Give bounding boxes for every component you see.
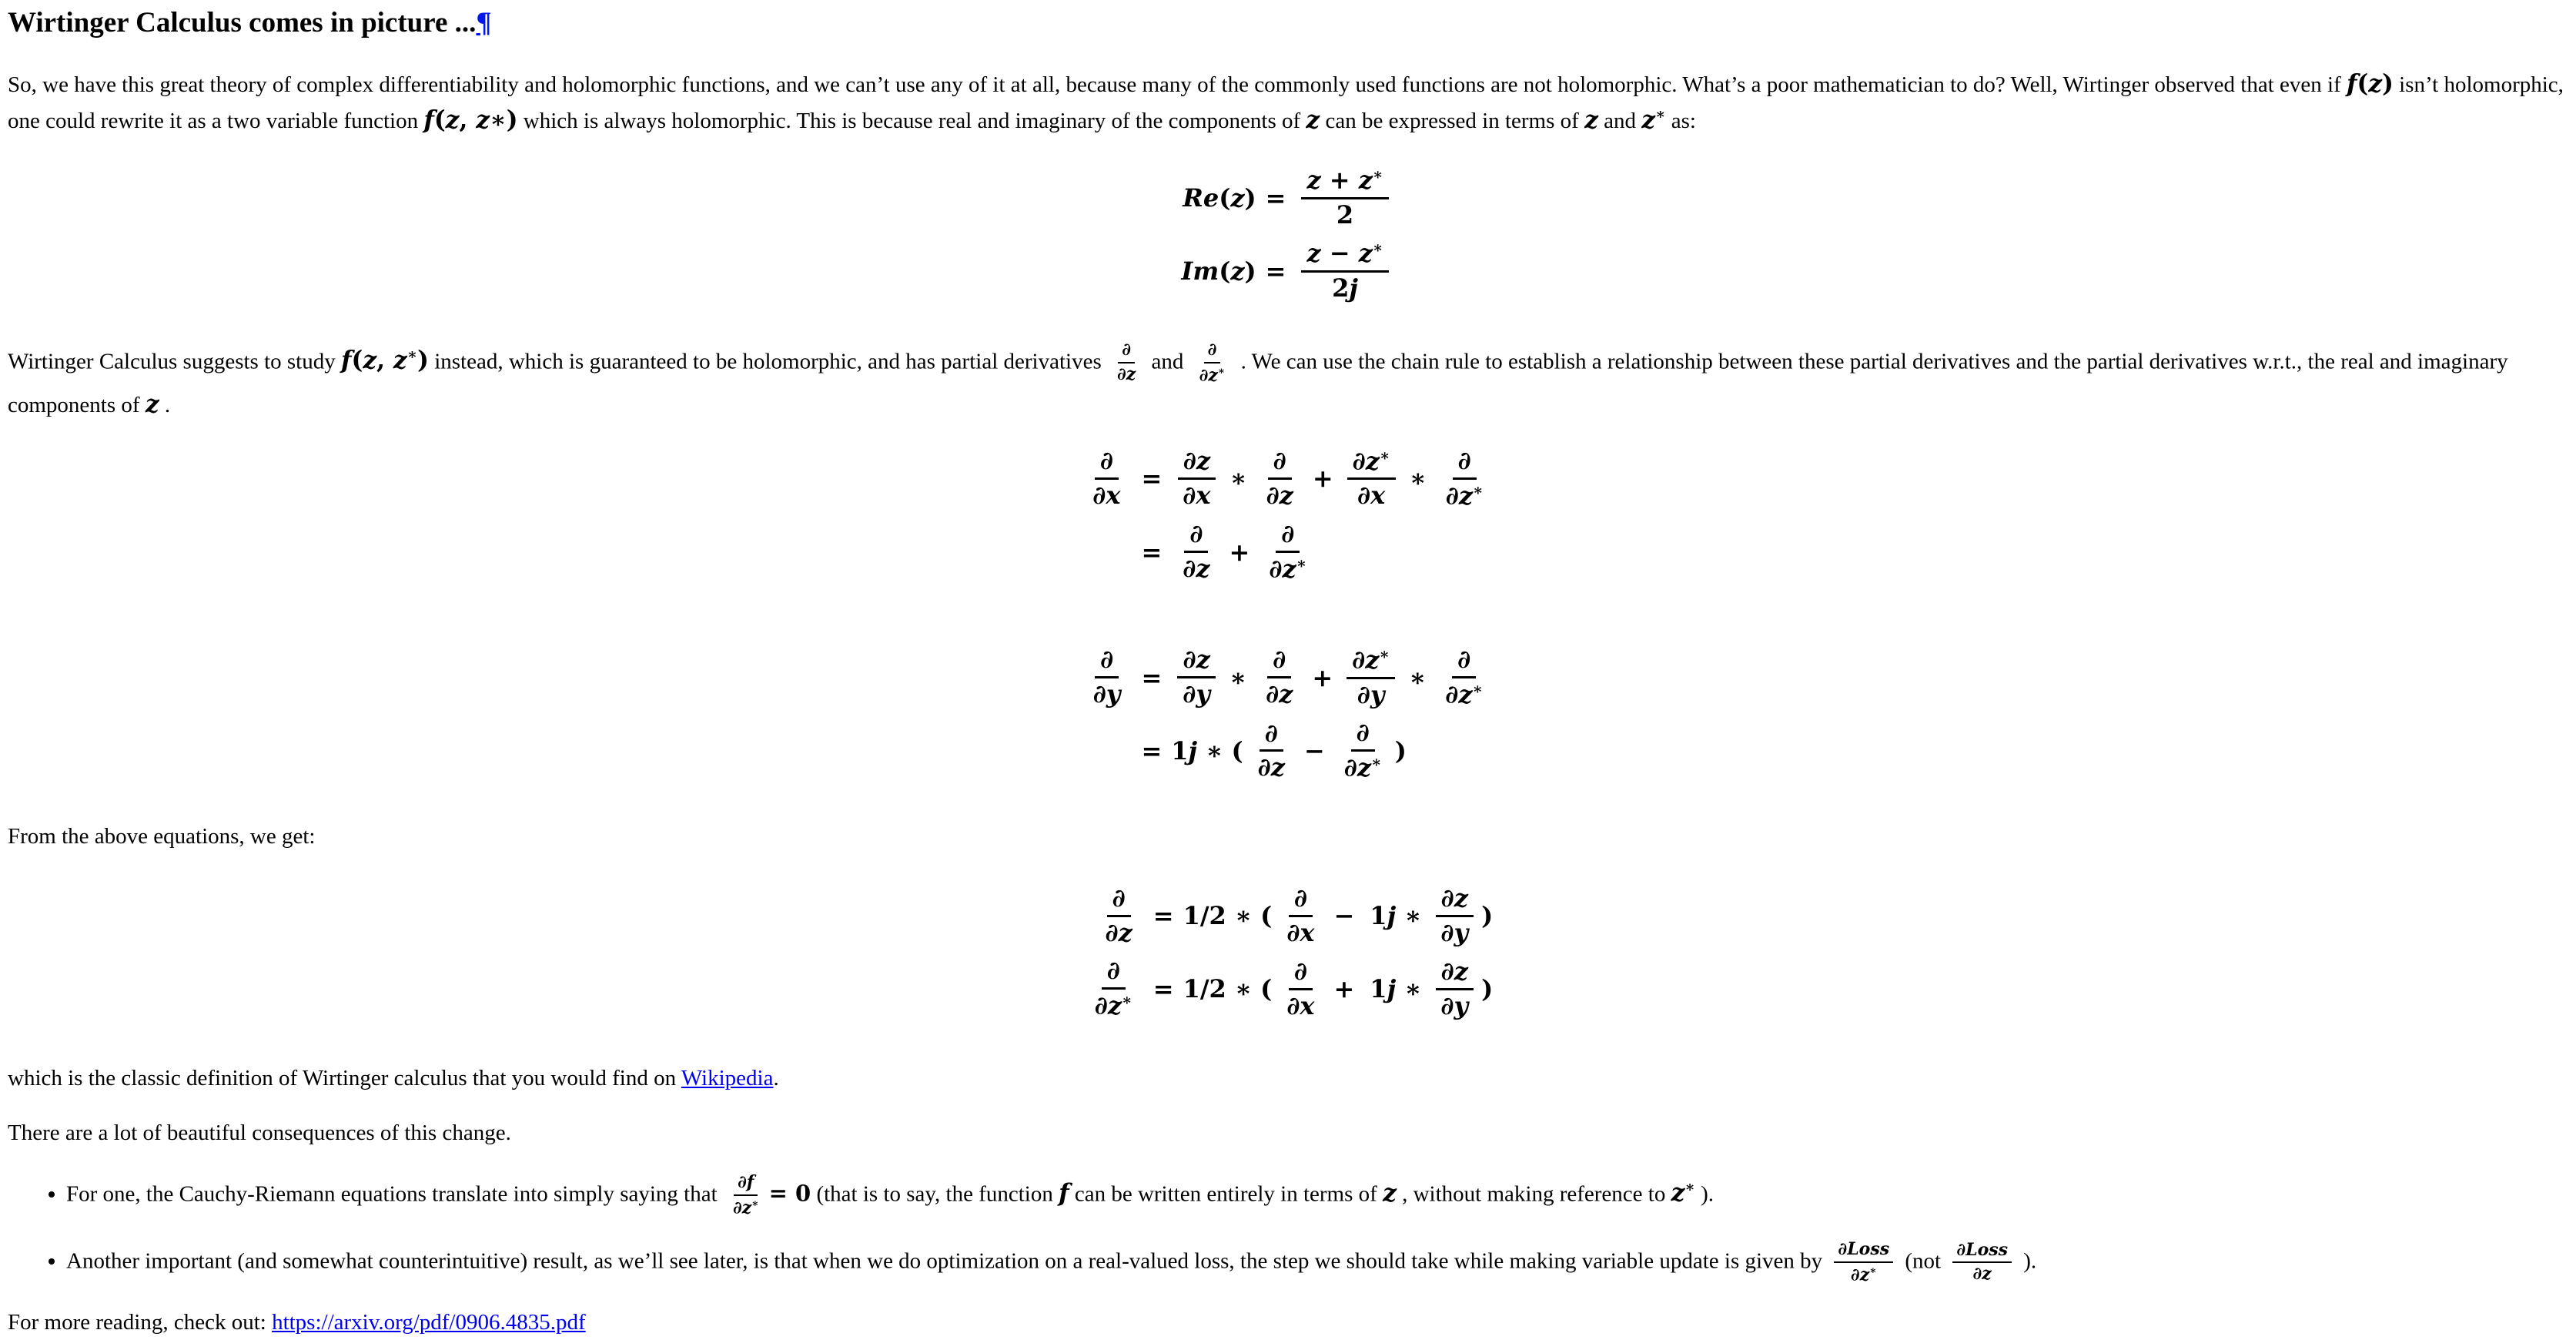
inline-math-z: z (1584, 106, 1598, 135)
fraction (1177, 645, 1216, 710)
p2-text-3: and (1146, 348, 1189, 374)
from-line-text: From the above equations, we get: (8, 824, 316, 849)
equation-rhs (1256, 165, 1395, 230)
fraction (1440, 446, 1489, 511)
fraction-denominator: 2j (1332, 273, 1358, 303)
fraction-denominator: ∂x (1286, 917, 1315, 947)
fraction-numerator: ∂ (1267, 645, 1291, 678)
arxiv-link[interactable]: https://arxiv.org/pdf/0906.4835.pdf (272, 1310, 586, 1335)
equals-zero: = 0 (768, 1179, 811, 1206)
fraction-denominator: ∂z∗ (1094, 990, 1132, 1020)
equation-rhs (1132, 718, 1406, 783)
p2-text-2: instead, which is guaranteed to be holomorphic, and has partial derivatives (428, 348, 1107, 374)
fraction-denominator: ∂x (1183, 480, 1211, 510)
fraction-numerator: z − z∗ (1301, 238, 1388, 272)
equation-rhs (1132, 645, 1494, 710)
coefficient-open-paren: 1j ∗ ( (1171, 735, 1243, 765)
half-coefficient-open-paren: 1/2 ∗ ( (1183, 974, 1273, 1004)
fraction-numerator: ∂Loss (1834, 1239, 1893, 1263)
fraction-numerator: ∂ (1184, 519, 1208, 553)
ast-operator: ∗ (1409, 464, 1427, 494)
p2-text-5: . (159, 392, 171, 417)
equation-block-ddy (8, 645, 2568, 783)
inline-math-z: z (145, 390, 159, 418)
plus-operator: + (1333, 974, 1355, 1004)
plus-operator: + (1312, 464, 1333, 494)
paragraph-classic-definition (8, 1062, 2568, 1096)
intro-text-6: as: (1665, 109, 1696, 134)
equals-sign: = (1265, 256, 1286, 286)
consequences-list (8, 1172, 2568, 1286)
fraction-denominator: ∂z∗ (1850, 1264, 1877, 1285)
fraction (1347, 645, 1395, 710)
fraction-numerator: ∂ (1118, 340, 1135, 363)
fraction-numerator: ∂ (1260, 719, 1283, 752)
b2-text-2: (not (1899, 1248, 1947, 1274)
fraction-denominator: ∂z (1105, 917, 1132, 947)
fraction (1440, 645, 1488, 710)
fraction-numerator: ∂ (1289, 883, 1313, 917)
inline-math-fz: f(z) (2346, 70, 2394, 99)
b2-text-3: ). (2018, 1248, 2037, 1274)
inline-fraction-dloss-dzstar (1834, 1239, 1893, 1286)
fraction-denominator: ∂z∗ (1199, 364, 1226, 385)
fraction-denominator: 2 (1336, 199, 1354, 229)
ast-operator: ∗ (1409, 662, 1427, 692)
fraction-denominator: ∂z∗ (1445, 480, 1484, 511)
paragraph-intro (8, 66, 2568, 139)
math-re-z: Re(z) (1183, 183, 1256, 213)
equation-block-wirtinger (8, 883, 2568, 1022)
fraction-denominator: ∂z∗ (1343, 752, 1382, 782)
fraction (1177, 519, 1215, 585)
imaginary-coefficient: 1j ∗ (1370, 974, 1422, 1004)
fraction-denominator: ∂z (1117, 364, 1136, 385)
fraction (1435, 956, 1474, 1022)
fraction (1253, 719, 1290, 784)
equals-sign: = (1141, 464, 1163, 494)
paragraph-wirtinger-suggests (8, 340, 2568, 423)
fraction (1089, 956, 1138, 1021)
wikipedia-link[interactable]: Wikipedia (681, 1065, 774, 1090)
fraction-denominator: ∂z∗ (1445, 678, 1484, 709)
ast-operator: ∗ (1229, 464, 1247, 494)
fraction (1347, 446, 1396, 511)
fraction-numerator: ∂f (734, 1172, 758, 1196)
classic-text-2: . (773, 1065, 779, 1090)
fraction (1301, 238, 1388, 303)
equation-lhs (1081, 446, 1132, 511)
fraction-numerator: ∂ (1276, 519, 1300, 553)
p2-text-1: Wirtinger Calculus suggests to study (8, 348, 341, 374)
equals-sign: = (1141, 537, 1163, 567)
fraction-numerator: ∂z (1436, 883, 1474, 917)
b1-text-1: For one, the Cauchy-Riemann equations translate into simply saying that (66, 1181, 723, 1206)
fraction-numerator: ∂z∗ (1347, 645, 1395, 678)
half-coefficient-open-paren: 1/2 ∗ ( (1183, 901, 1273, 931)
fraction-numerator: ∂ (1095, 645, 1119, 678)
fraction (1099, 883, 1137, 949)
close-paren: ) (1481, 901, 1494, 931)
list-item-optimization (66, 1239, 2568, 1286)
b1-text-5: ). (1694, 1181, 1714, 1206)
fraction (1087, 446, 1126, 511)
b2-text-1: Another important (and somewhat counterintuitive) result, as we’ll see later, is that when we do optimization on a real-valued loss, the step we should take while making variable update is given by (66, 1248, 1828, 1274)
fraction-numerator: ∂Loss (1952, 1240, 2012, 1264)
minus-operator: − (1333, 901, 1355, 931)
close-paren: ) (1394, 735, 1407, 765)
fraction-denominator: ∂y (1440, 917, 1469, 947)
fraction-numerator: ∂z (1436, 956, 1474, 990)
equation-block-ddx (8, 446, 2568, 585)
equals-sign: = (1153, 974, 1174, 1004)
fraction-numerator: ∂ (1289, 956, 1313, 990)
equals-sign: = (1153, 901, 1174, 931)
equals-sign: = (1265, 183, 1286, 213)
fraction-numerator: ∂z (1177, 645, 1215, 678)
equation-block-re-im (8, 165, 2568, 303)
equation-rhs (1132, 519, 1318, 585)
fraction-denominator: ∂z∗ (1269, 553, 1307, 584)
fraction-numerator: ∂z (1178, 446, 1216, 480)
page-title (8, 6, 2568, 40)
fraction-denominator: ∂y (1357, 679, 1385, 709)
list-item-cauchy-riemann (66, 1172, 2568, 1219)
inline-fraction-dzstar (1196, 340, 1229, 387)
equation-lhs (1183, 179, 1256, 216)
equals-sign: = (1141, 735, 1163, 765)
fraction-numerator: ∂ (1268, 446, 1292, 480)
fraction (1281, 883, 1320, 949)
page-title-text: Wirtinger Calculus comes in picture ... (8, 7, 477, 39)
intro-text-3: which is always holomorphic. This is because real and imaginary of the components of (517, 109, 1306, 134)
fraction-denominator: ∂x (1286, 990, 1315, 1020)
minus-operator: − (1303, 735, 1325, 765)
math-im-z: Im(z) (1181, 256, 1256, 286)
fraction (1281, 956, 1320, 1022)
footer-text: For more reading, check out: (8, 1310, 273, 1335)
fraction (1263, 519, 1312, 585)
p2-text-4: . We can use the chain rule to establish a relationship between these partial derivatives and the partial derivatives w.r.t., the real and imaginary components of (8, 348, 2508, 417)
inline-math-z: z (1306, 106, 1320, 135)
fraction-denominator: ∂y (1440, 990, 1469, 1020)
fraction-numerator: ∂ (1102, 956, 1126, 990)
fraction-denominator: ∂y (1183, 679, 1210, 709)
consequences-text: There are a lot of beautiful consequences of this change. (8, 1121, 511, 1146)
fraction-denominator: ∂x (1092, 480, 1121, 510)
fraction (1260, 645, 1298, 710)
inline-math-z: z (1383, 1178, 1397, 1207)
equation-lhs (1181, 253, 1256, 290)
inline-math-fzzstar: f(z, z∗) (341, 345, 429, 374)
fraction-denominator: ∂z (1972, 1264, 1992, 1285)
b1-text-2: (that is to say, the function (811, 1181, 1059, 1206)
fraction (1177, 446, 1216, 511)
inline-math-zconj: z∗ (1671, 1178, 1695, 1207)
fraction (1301, 165, 1388, 230)
inline-math-fzzstar: f(z, z∗) (423, 106, 518, 135)
fraction-numerator: z + z∗ (1301, 165, 1388, 199)
fraction-numerator: ∂ (1452, 645, 1476, 678)
headerlink-anchor[interactable]: ¶ (476, 7, 492, 39)
b1-text-4: , without making reference to (1396, 1181, 1671, 1206)
inline-fraction-dz (1113, 340, 1139, 386)
fraction-denominator: ∂z (1266, 480, 1293, 510)
intro-text-5: and (1597, 109, 1642, 134)
fraction-numerator: ∂ (1095, 446, 1119, 480)
equation-rhs (1132, 446, 1494, 511)
inline-fraction-df-dzstar (729, 1172, 763, 1219)
inline-math-f: f (1059, 1178, 1069, 1207)
imaginary-coefficient: 1j ∗ (1370, 901, 1422, 931)
equals-sign: = (1141, 662, 1163, 692)
intro-text-2: isn’t holomorphic, one could rewrite it as a two variable function (8, 72, 2564, 134)
paragraph-from-equations (8, 820, 2568, 854)
fraction-denominator: ∂z (1257, 752, 1285, 782)
fraction-denominator: ∂z (1183, 554, 1210, 584)
fraction-denominator: ∂z∗ (732, 1197, 759, 1218)
plus-operator: + (1229, 537, 1250, 567)
b1-text-3: can be written entirely in terms of (1069, 1181, 1383, 1206)
equation-lhs (1093, 883, 1143, 949)
fraction-denominator: ∂x (1357, 481, 1386, 511)
paragraph-more-reading (8, 1306, 2568, 1340)
fraction-numerator: ∂ (1107, 883, 1131, 917)
fraction-denominator: ∂y (1092, 679, 1121, 709)
plus-operator: + (1312, 662, 1333, 692)
classic-text-1: which is the classic definition of Wirtinger calculus that you would find on (8, 1065, 681, 1090)
inline-fraction-dloss-dz (1952, 1240, 2012, 1286)
fraction-numerator: ∂ (1351, 718, 1375, 752)
fraction-denominator: ∂z (1266, 679, 1293, 709)
fraction (1261, 446, 1299, 511)
fraction-numerator: ∂ (1204, 340, 1221, 363)
inline-math-zconj: z∗ (1641, 105, 1666, 135)
equation-lhs (1082, 645, 1132, 710)
fraction-numerator: ∂ (1453, 446, 1477, 480)
equation-rhs (1144, 956, 1493, 1022)
paragraph-consequences (8, 1117, 2568, 1151)
fraction (1339, 718, 1387, 783)
ast-operator: ∗ (1229, 662, 1247, 692)
fraction-numerator: ∂z∗ (1347, 446, 1396, 480)
equation-rhs (1256, 238, 1395, 303)
intro-text-4: can be expressed in terms of (1320, 109, 1585, 134)
close-paren: ) (1481, 974, 1494, 1004)
fraction (1088, 645, 1126, 710)
equation-rhs (1144, 883, 1493, 949)
fraction (1435, 883, 1474, 949)
equation-lhs (1083, 956, 1144, 1021)
intro-text-1: So, we have this great theory of complex differentiability and holomorphic functions, and we can’t use any of it at all, because many of the commonly used functions are not holomorphic. What’s a poor mathematician to do? Well, Wirtinger observed that even if (8, 72, 2347, 98)
